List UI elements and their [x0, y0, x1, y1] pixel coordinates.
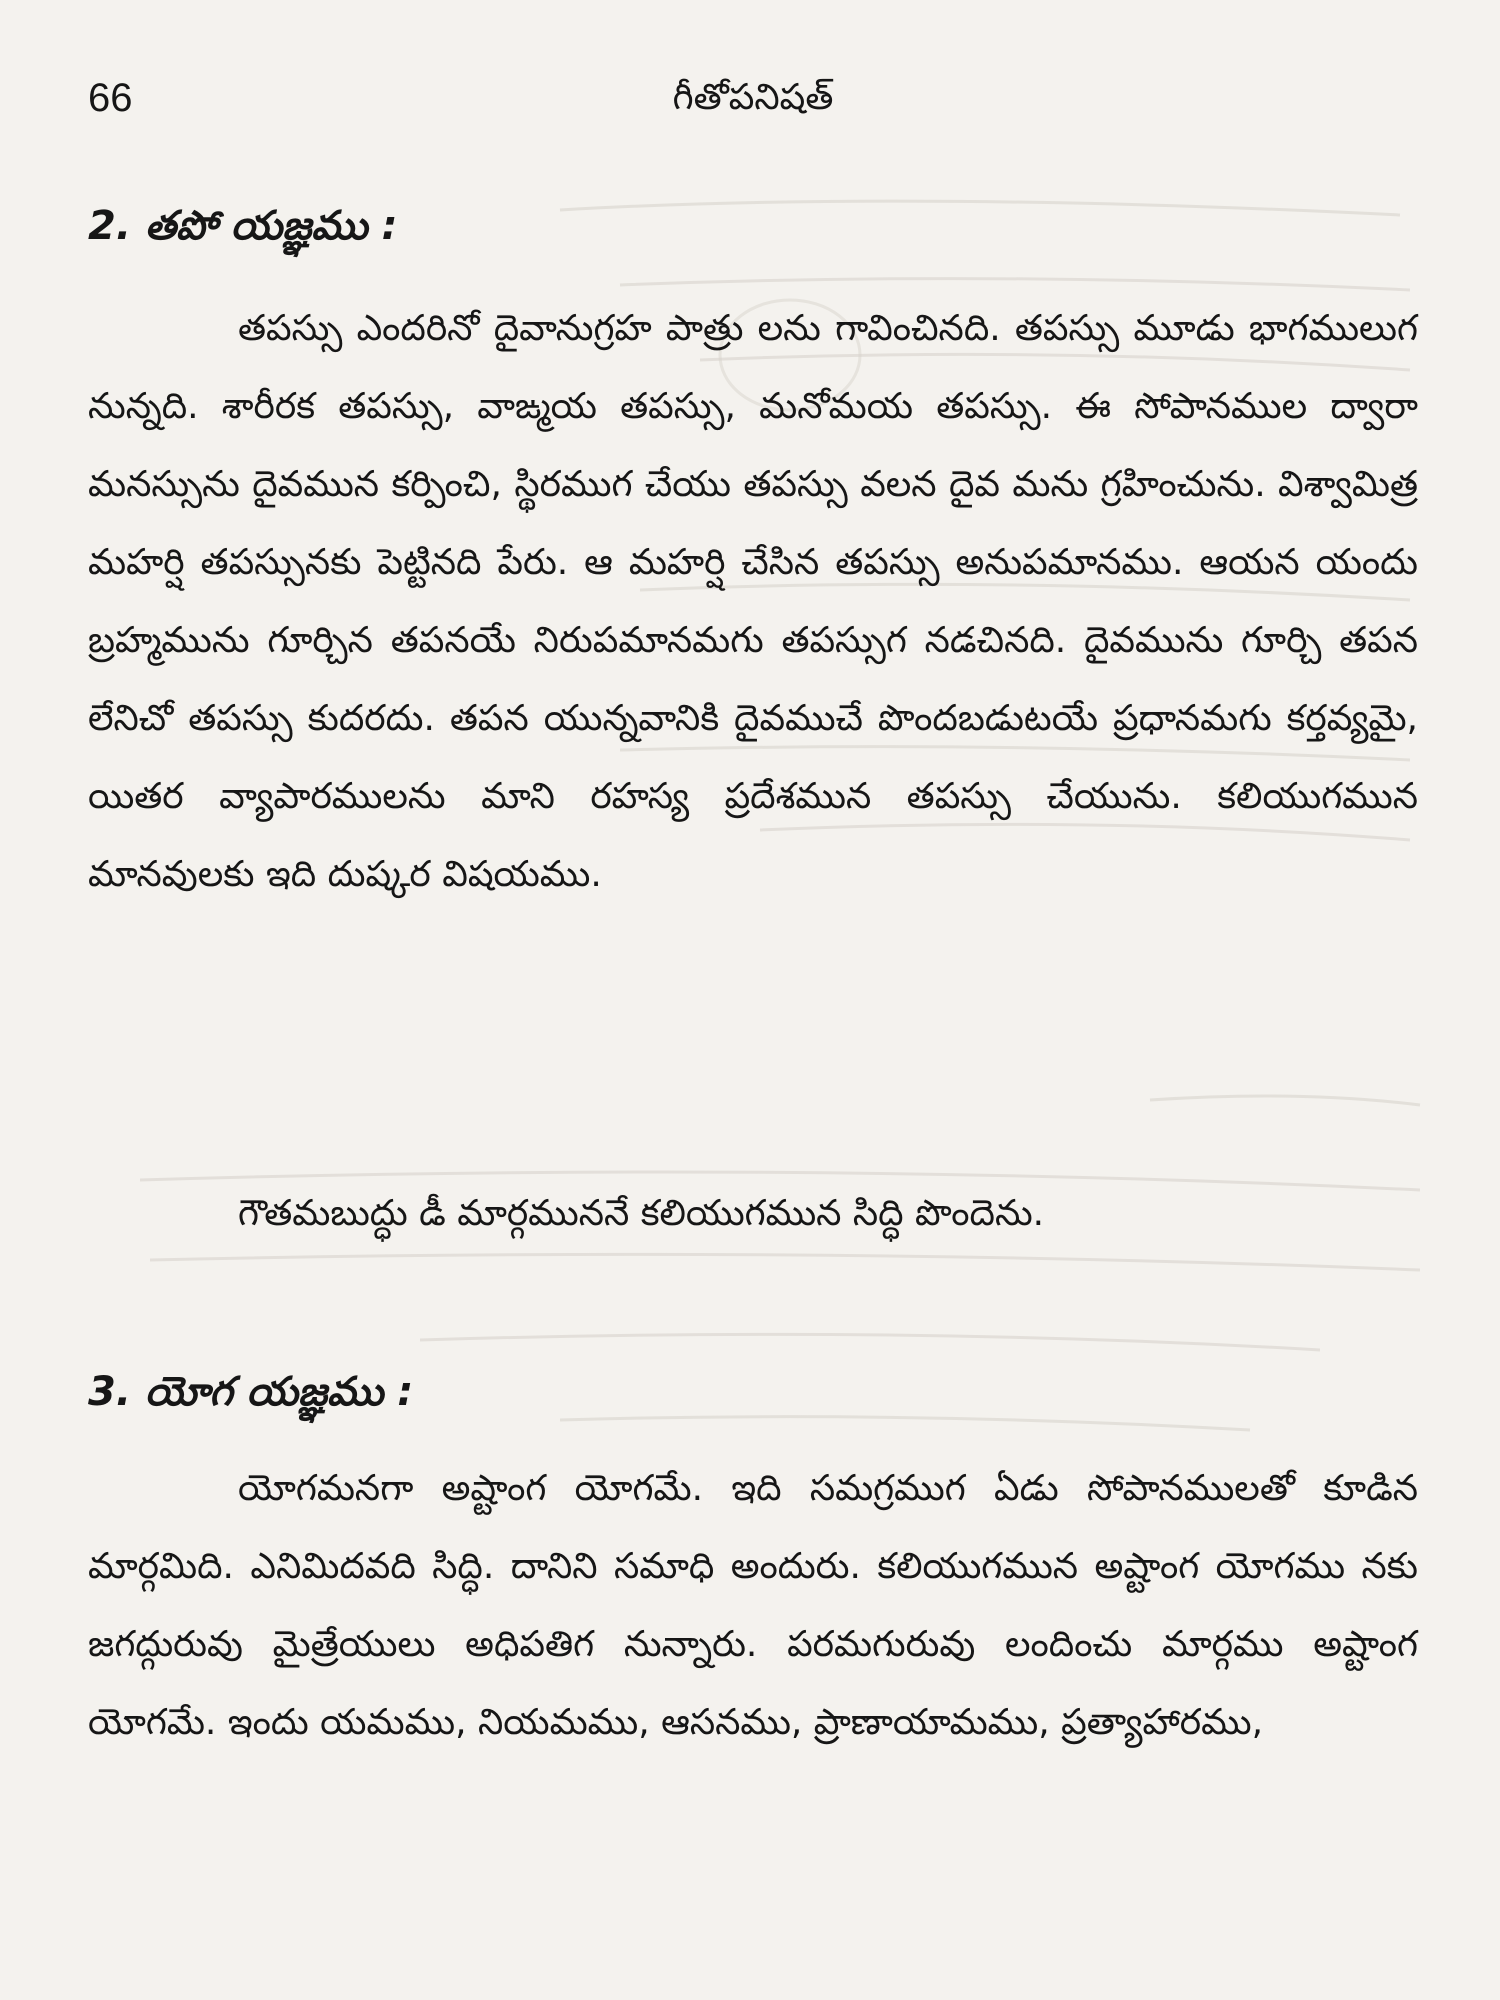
section-heading: 2. తపో యజ్ఞము : [88, 203, 398, 249]
body-paragraph: గౌతమబుద్ధు డీ మార్గముననే కలియుగమున సిద్ధి పొందెను. [238, 1193, 1045, 1234]
running-title: గీతోపనిషత్ [672, 77, 834, 118]
body-paragraph: తపస్సు ఎందరినో దైవానుగ్రహ పాత్రు లను గావించినది. తపస్సు మూడు భాగములుగ నున్నది. శారీరక తపస్సు, వాఙ్మయ తపస్సు, మనోమయ తపస్సు. ఈ సోపానముల ద్వారా మనస్సును దైవమున కర్పించి, స్థిరముగ చేయు తపస్సు వలన దైవ మను గ్రహించును. విశ్వామిత్ర మహర్షి తపస్సునకు పెట్టినది పేరు. ఆ మహర్షి చేసిన తపస్సు అనుపమానము. ఆయన యందు బ్రహ్మమును గూర్చిన తపనయే నిరుపమానమగు తపస్సుగ నడచినది. దైవమును గూర్చి తపన లేనిచో తపస్సు కుదరదు. తపన యున్నవానికి దైవముచే పొందబడుటయే ప్రధానమగు కర్తవ్యమై, యితర వ్యాపారములను మాని రహస్య ప్రదేశమున తపస్సు చేయును. కలియుగమున మానవులకు ఇది దుష్కర విషయము. [88, 308, 1418, 895]
book-page [88, 0, 1418, 2000]
body-paragraph: యోగమనగా అష్టాంగ యోగమే. ఇది సమగ్రముగ ఏడు సోపానములతో కూడిన మార్గమిది. ఎనిమిదవది సిద్ధి. దానిని సమాధి అందురు. కలియుగమున అష్టాంగ యోగము నకు జగద్గురువు మైత్రేయులు అధిపతిగ నున్నారు. పరమగురువు లందించు మార్గము అష్టాంగ యోగమే. ఇందు యమము, నియమము, ఆసనము, ప్రాణాయామము, ప్రత్యాహారము, [88, 1468, 1418, 1743]
page-header [88, 68, 1418, 128]
page-number: 66 [88, 76, 133, 120]
section-heading: 3. యోగ యజ్ఞము : [88, 1369, 414, 1415]
